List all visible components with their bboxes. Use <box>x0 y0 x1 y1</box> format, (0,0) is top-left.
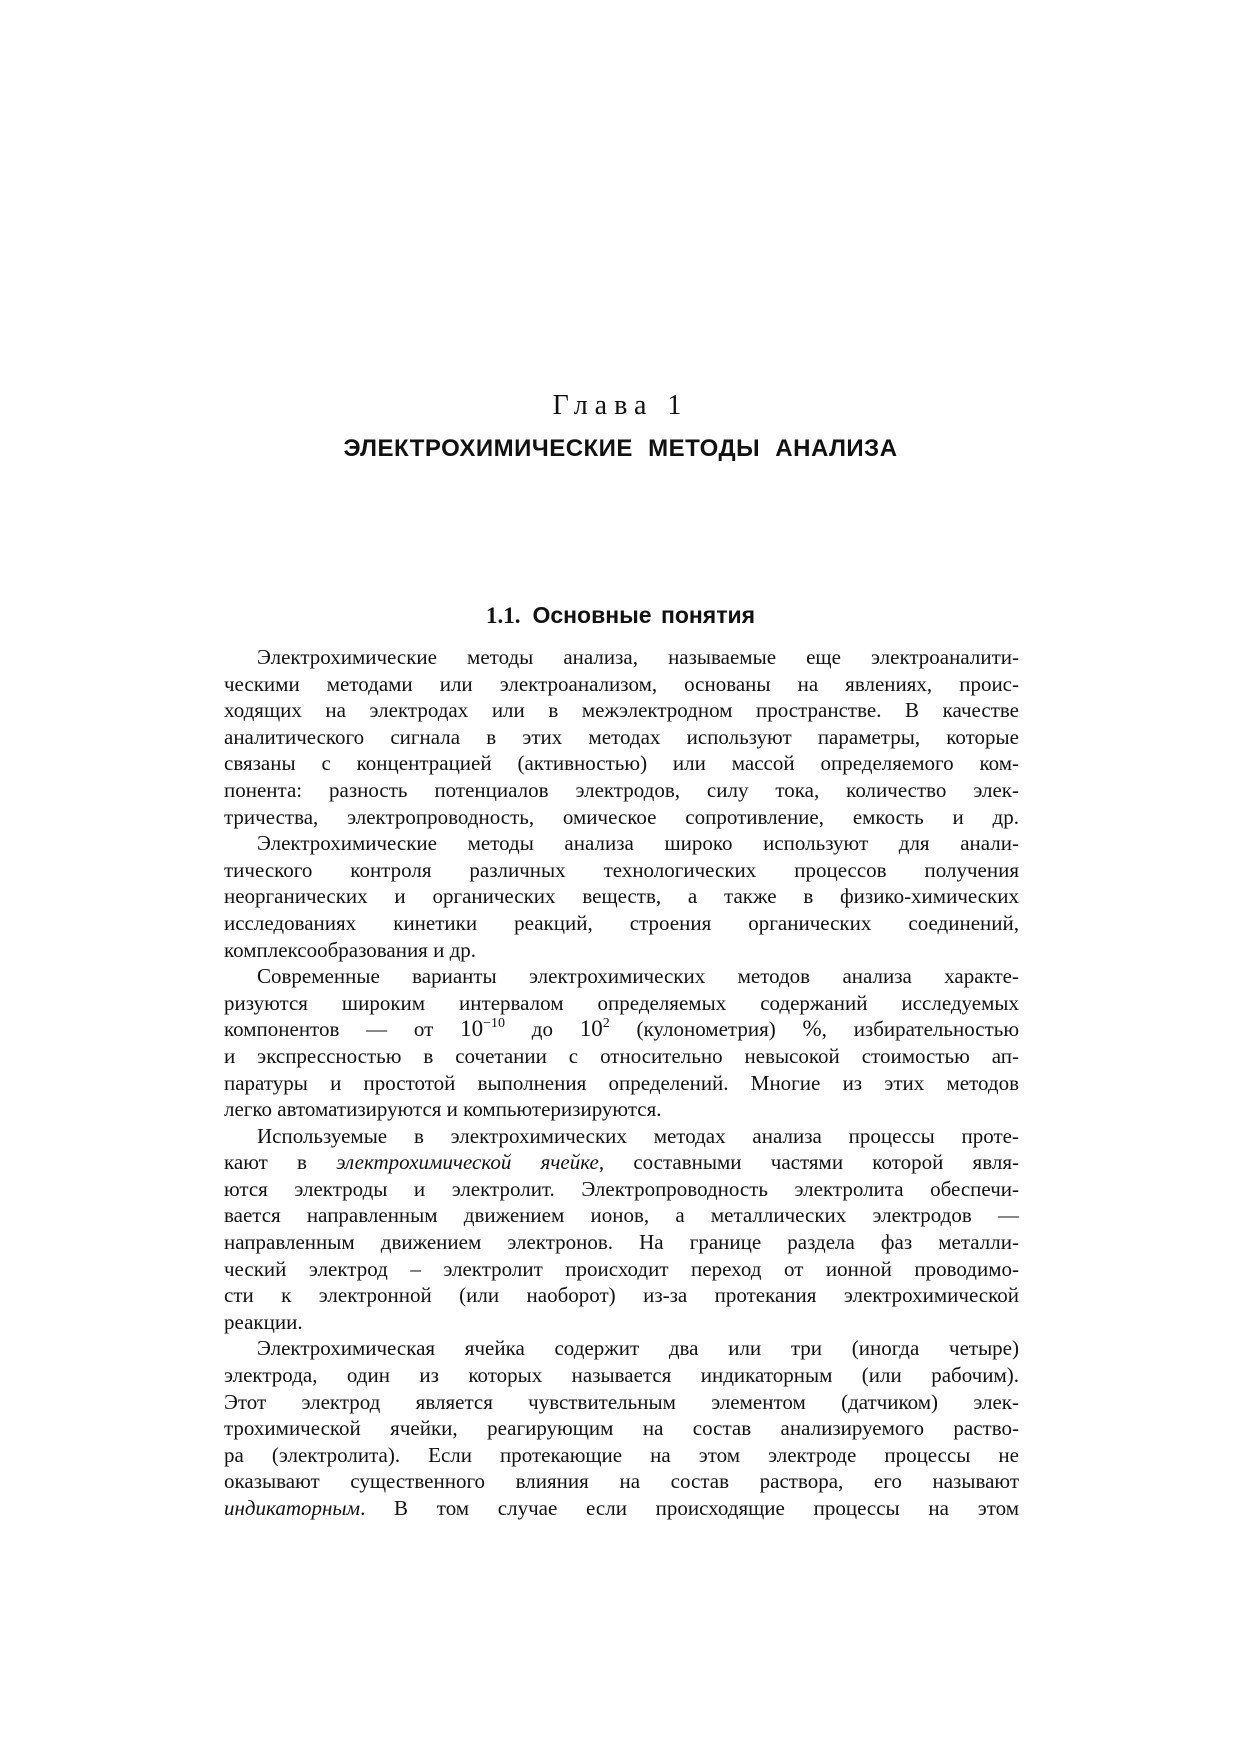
inline-text: . В том случае если происходящие процессы на этом <box>360 1496 1019 1520</box>
formula-text: , избирательностью <box>821 1017 1020 1042</box>
paragraph-4 <box>224 1123 1019 1336</box>
text-line: ческими методами или электроанализом, основаны на явлениях, проис- <box>224 671 1019 696</box>
inline-text: кают в <box>224 1150 337 1175</box>
text-line: аналитического сигнала в этих методах используют параметры, которые <box>224 724 1019 749</box>
chapter-label: Глава 1 <box>552 390 689 421</box>
text-line: Используемые в электрохимических методах анализа процессы проте- <box>257 1123 1019 1148</box>
text-line: и экспрессностью в сочетании с относительно невысокой стоимостью ап- <box>224 1043 1019 1068</box>
paragraph-2 <box>224 830 1019 963</box>
paragraph-3 <box>224 963 1019 1123</box>
text-line: оказывают существенного влияния на состав раствора, его называют <box>224 1469 1019 1494</box>
text-line: электрода, один из которых называется индикаторным (или рабочим). <box>224 1363 1019 1388</box>
text-line: легко автоматизируются и компьютеризируются. <box>224 1097 662 1122</box>
section-heading <box>0 604 1241 627</box>
text-line: неорганических и органических веществ, а также в физико-химических <box>224 884 1019 909</box>
emphasized-term: индикаторным <box>224 1496 361 1520</box>
body-text <box>224 644 1019 1522</box>
text-line: ческий электрод – электролит происходит переход от ионной проводимо- <box>224 1256 1019 1281</box>
text-line: тричества, электропроводность, омическое сопротивление, емкость и др. <box>224 804 1019 829</box>
inline-text: , составными частями которой явля- <box>598 1150 1019 1175</box>
text-line: направленным движением электронов. На границе раздела фаз металли- <box>224 1230 1019 1255</box>
text-line: связаны с концентрацией (активностью) или массой определяемого ком- <box>224 751 1019 776</box>
text-line: сти к электронной (или наоборот) из-за протекания электрохимической <box>224 1283 1019 1308</box>
formula-text: до <box>505 1017 580 1042</box>
formula-text: компонентов — от <box>224 1017 461 1042</box>
percent-sign: % <box>802 1016 822 1042</box>
paragraph-1 <box>224 644 1019 830</box>
text-line: ризуются широким интервалом определяемых содержаний исследуемых <box>224 990 1019 1015</box>
section-title: Основные понятия <box>532 602 756 628</box>
text-line: Электрохимические методы анализа, называемые еще электроаналити- <box>257 645 1019 669</box>
text-line: вается направленным движением ионов, а металлических электродов — <box>224 1203 1019 1228</box>
paragraph-5 <box>224 1335 1019 1521</box>
text-line: Этот электрод является чувствительным элементом (датчиком) элек- <box>224 1389 1019 1414</box>
text-line: Электрохимические методы анализа широко используют для анали- <box>257 831 1019 856</box>
text-line: реакции. <box>224 1309 303 1334</box>
text-line: комплексообразования и др. <box>224 937 477 962</box>
text-line: трохимической ячейки, реагирующим на состав анализируемого раство- <box>224 1416 1019 1441</box>
section-number: 1.1. <box>485 603 521 628</box>
formula-line <box>224 1016 1019 1043</box>
power-exponent: −10 <box>483 1016 505 1032</box>
text-line: Современные варианты электрохимических методов анализа характе- <box>257 964 1019 989</box>
power-exponent: 2 <box>602 1016 610 1032</box>
text-line: понента: разность потенциалов электродов, силу тока, количество элек- <box>224 777 1019 802</box>
text-line: ходящих на электродах или в межэлектродном пространстве. В качестве <box>224 698 1019 723</box>
emphasized-term: электрохимической ячейке <box>336 1150 599 1175</box>
text-line: тического контроля различных технологических процессов получения <box>224 857 1019 882</box>
text-line: Электрохимическая ячейка содержит два или три (иногда четыре) <box>257 1336 1019 1361</box>
chapter-title: ЭЛЕКТРОХИМИЧЕСКИЕ МЕТОДЫ АНАЛИЗА <box>343 435 898 462</box>
text-line <box>224 1495 1019 1522</box>
text-line: исследованиях кинетики реакций, строения органических соединений, <box>224 910 1019 935</box>
power-base: 10 <box>460 1016 484 1042</box>
text-line: ются электроды и электролит. Электропроводность электролита обеспечи- <box>224 1176 1019 1201</box>
text-line: паратуры и простотой выполнения определений. Многие из этих методов <box>224 1070 1019 1095</box>
power-base: 10 <box>579 1016 603 1042</box>
text-line: ра (электролита). Если протекающие на этом электроде процессы не <box>224 1442 1019 1467</box>
formula-text: (кулонометрия) <box>609 1017 803 1042</box>
text-line <box>224 1149 1019 1176</box>
